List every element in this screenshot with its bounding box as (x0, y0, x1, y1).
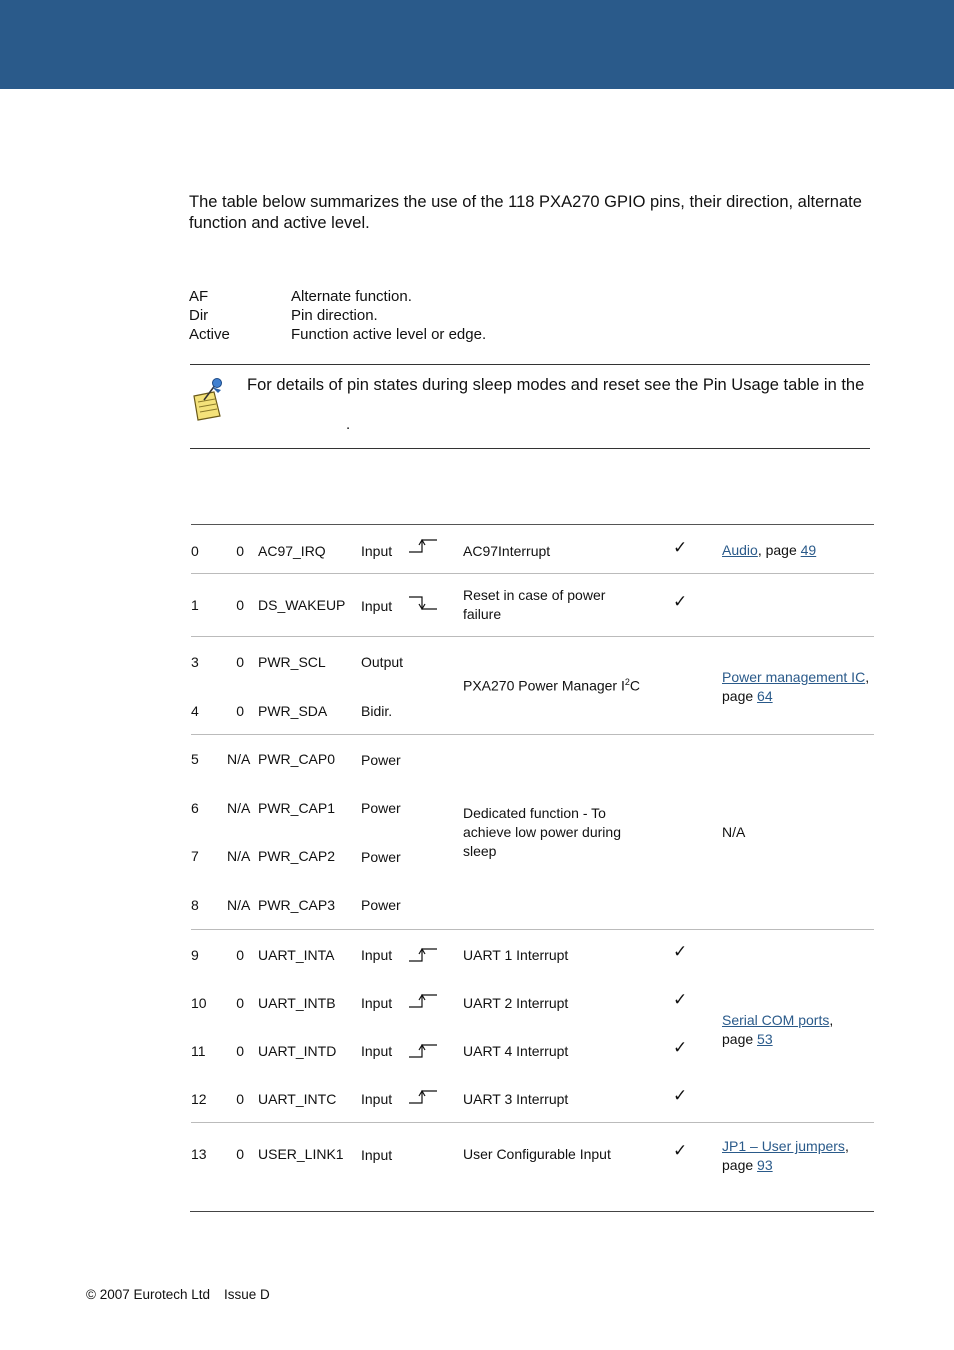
pin-description: UART 4 Interrupt (463, 1043, 569, 1059)
i2c-prefix: PXA270 Power Manager I (463, 677, 625, 694)
rising-edge-icon (408, 1042, 438, 1060)
pin-name: PWR_CAP1 (258, 800, 336, 816)
legend-definition: Alternate function. (291, 288, 412, 305)
note-text: For details of pin states during sleep modes and reset see the Pin Usage table in the (247, 376, 865, 394)
jp1-page-link[interactable]: 93 (757, 1157, 773, 1173)
pin-af: 0 (236, 654, 244, 670)
pin-name: PWR_CAP3 (258, 897, 336, 913)
pin-number: 0 (191, 543, 199, 559)
note-period: . (346, 416, 351, 433)
pin-number: 1 (191, 597, 199, 613)
pin-name: PWR_CAP2 (258, 848, 336, 864)
pin-af: 0 (236, 1146, 244, 1162)
pin-description: UART 2 Interrupt (463, 995, 569, 1011)
footer-copyright: © 2007 Eurotech Ltd (86, 1287, 211, 1302)
pin-direction: Power (361, 800, 401, 816)
reference-page-label: page (722, 1157, 758, 1173)
pin-description: User Configurable Input (463, 1146, 611, 1162)
footer (86, 1287, 270, 1302)
pin-af: 0 (236, 995, 244, 1011)
pin-name: UART_INTA (258, 947, 335, 963)
pin-direction: Input (361, 598, 393, 614)
legend-row (189, 325, 486, 344)
pin-number: 9 (191, 947, 199, 963)
note-pin-icon (190, 378, 230, 422)
pin-name: PWR_CAP0 (258, 751, 336, 767)
legend-term: Active (189, 326, 230, 343)
check-icon: ✓ (673, 1086, 688, 1105)
pin-af: 0 (236, 1043, 244, 1059)
reference-page-label: page (722, 688, 758, 704)
table-group (191, 1122, 874, 1213)
legend (189, 287, 486, 344)
pin-description: Dedicated function - To achieve low power during sleep (463, 805, 621, 859)
check-icon: ✓ (673, 538, 688, 557)
pin-number: 10 (191, 995, 207, 1011)
note-bottom-rule (190, 448, 870, 449)
reference (722, 668, 869, 706)
pin-number: 3 (191, 654, 199, 670)
pin-direction: Input (361, 543, 393, 559)
gpio-table (191, 524, 874, 1213)
pin-name: UART_INTC (258, 1091, 337, 1107)
pin-af: 0 (236, 703, 244, 719)
rising-edge-icon (408, 537, 438, 555)
check-icon: ✓ (673, 942, 688, 961)
falling-edge-icon (408, 594, 438, 612)
reference-separator: , (865, 669, 870, 685)
reference-page-label: page (722, 1031, 758, 1047)
check-icon: ✓ (673, 990, 688, 1009)
check-icon: ✓ (673, 592, 688, 611)
note-top-rule (190, 364, 870, 365)
pin-number: 5 (191, 751, 199, 767)
pin-number: 6 (191, 800, 199, 816)
pin-af: 0 (236, 597, 244, 613)
table-group (191, 573, 874, 636)
pin-description: AC97Interrupt (463, 543, 551, 559)
legend-term: AF (189, 288, 209, 305)
legend-row (189, 306, 486, 325)
pin-number: 12 (191, 1091, 207, 1107)
pin-number: 4 (191, 703, 199, 719)
pin-description: Reset in case of power failure (463, 587, 606, 622)
reference (722, 1011, 833, 1049)
legend-definition: Pin direction. (291, 307, 378, 324)
pin-af: N/A (227, 897, 251, 913)
table-group (191, 734, 874, 929)
power-management-link[interactable]: Power management IC (722, 669, 866, 685)
audio-link[interactable]: Audio (722, 542, 758, 558)
table-group (191, 929, 874, 1122)
check-icon: ✓ (673, 1141, 688, 1160)
pin-name: AC97_IRQ (258, 543, 326, 559)
pin-af: 0 (236, 1091, 244, 1107)
power-page-link[interactable]: 64 (757, 688, 773, 704)
legend-term: Dir (189, 307, 209, 324)
reference (722, 1137, 849, 1175)
pin-direction: Output (361, 654, 404, 670)
legend-definition: Function active level or edge. (291, 326, 487, 343)
pin-description: UART 1 Interrupt (463, 947, 569, 963)
pin-direction: Input (361, 995, 393, 1011)
audio-page-link[interactable]: 49 (800, 542, 817, 558)
check-icon: ✓ (673, 1038, 688, 1057)
pin-direction: Input (361, 947, 393, 963)
table-group (191, 524, 874, 573)
pin-name: PWR_SDA (258, 703, 328, 719)
pin-af: N/A (227, 800, 251, 816)
pin-direction: Bidir. (361, 703, 393, 719)
pin-af: 0 (236, 947, 244, 963)
pin-name: UART_INTD (258, 1043, 337, 1059)
rising-edge-icon (408, 992, 438, 1010)
reference-separator: , (844, 1138, 849, 1154)
pin-name: DS_WAKEUP (258, 597, 346, 613)
pin-direction: Input (361, 1147, 393, 1163)
pin-direction: Input (361, 1091, 393, 1107)
serial-com-ports-link[interactable]: Serial COM ports (722, 1012, 830, 1028)
pin-name: PWR_SCL (258, 654, 326, 670)
table-bottom-rule (190, 1211, 874, 1212)
pin-number: 11 (191, 1043, 206, 1059)
pin-direction: Power (361, 752, 401, 768)
footer-issue: Issue D (224, 1287, 270, 1302)
reference: N/A (722, 824, 746, 840)
legend-row (189, 287, 486, 306)
i2c-suffix: C (629, 677, 641, 694)
reference-separator: , page (757, 542, 801, 558)
table-group (191, 636, 874, 734)
header-band (0, 0, 954, 89)
rising-edge-icon (408, 946, 438, 964)
serial-page-link[interactable]: 53 (757, 1031, 773, 1047)
pin-number: 7 (191, 848, 199, 864)
pin-direction: Power (361, 897, 401, 913)
pin-description (463, 677, 640, 694)
pin-af: N/A (227, 751, 251, 767)
pin-af: N/A (227, 848, 251, 864)
pin-description: UART 3 Interrupt (463, 1091, 569, 1107)
i2c-superscript: 2 (624, 677, 630, 687)
rising-edge-icon (408, 1088, 438, 1106)
reference (722, 541, 816, 560)
pin-direction: Power (361, 849, 401, 865)
pin-direction: Input (361, 1043, 393, 1059)
pin-number: 13 (191, 1146, 207, 1162)
pin-name: UART_INTB (258, 995, 336, 1011)
intro-paragraph: The table below summarizes the use of the 118 PXA270 GPIO pins, their direction, alternate function and active level. (189, 193, 862, 232)
jp1-user-jumpers-link[interactable]: JP1 – User jumpers (722, 1138, 845, 1154)
pin-number: 8 (191, 897, 199, 913)
reference-separator: , (829, 1012, 834, 1028)
pin-name: USER_LINK1 (258, 1146, 344, 1162)
pin-af: 0 (236, 543, 244, 559)
